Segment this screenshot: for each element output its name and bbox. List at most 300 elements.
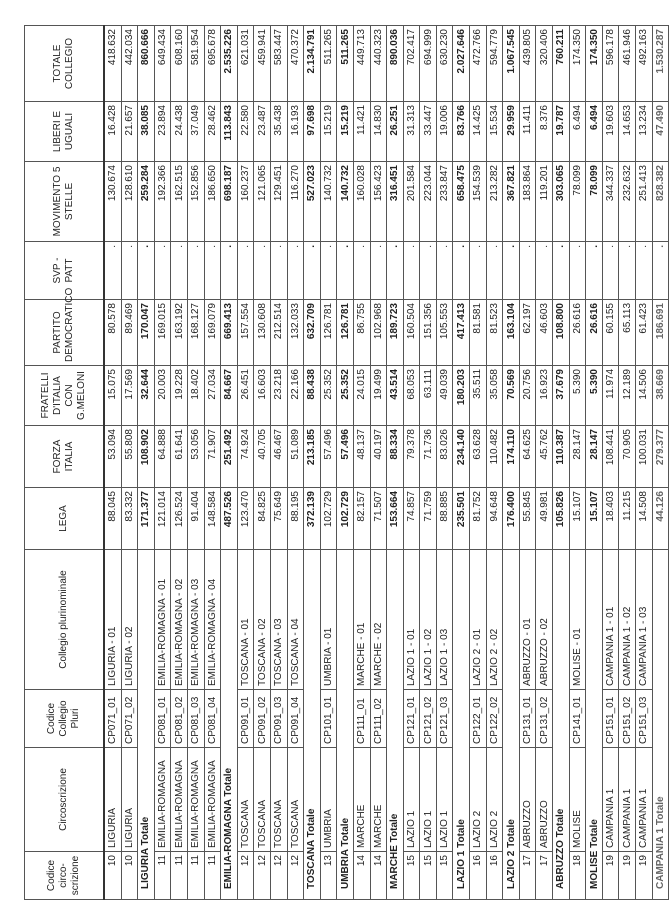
cell-partito-democratico: 169.079: [204, 300, 221, 366]
table-row: [519, 26, 536, 900]
table-row: [636, 26, 653, 900]
cell-partito-democratico: 81.581: [470, 300, 487, 366]
cell-partito-democratico: 130.608: [254, 300, 271, 366]
cell-forza-italia: 51.089: [287, 426, 304, 488]
cell-movimento-5-stelle: 154.539: [470, 162, 487, 242]
cell-liberi-uguali: 26.251: [387, 102, 404, 162]
cell-fratelli-italia: 70.569: [503, 366, 520, 426]
total-row: [387, 26, 404, 900]
cell-svp-patt: .: [337, 242, 354, 300]
cell-forza-italia: 108.441: [602, 426, 619, 488]
cell-total-label: CAMPANIA 1 Totale: [652, 550, 669, 900]
total-row: [337, 26, 354, 900]
cell-totale-collegio: 596.178: [602, 26, 619, 102]
cell-total-label: MOLISE Totale: [586, 550, 603, 900]
cell-circoscrizione: LAZIO 1: [436, 748, 453, 852]
table-row: [536, 26, 553, 900]
cell-movimento-5-stelle: 232.632: [619, 162, 636, 242]
cell-forza-italia: 45.762: [536, 426, 553, 488]
cell-codice-collegio: CP081_03: [187, 690, 204, 748]
cell-movimento-5-stelle: 160.028: [353, 162, 370, 242]
cell-totale-collegio: 418.632: [104, 26, 121, 102]
cell-movimento-5-stelle: 119.201: [536, 162, 553, 242]
table-row: [154, 26, 171, 900]
cell-forza-italia: 46.467: [270, 426, 287, 488]
table-row: [370, 26, 387, 900]
header-codice-circoscrizione: Codice circo-scrizione: [25, 852, 105, 900]
cell-totale-collegio: 511.265: [320, 26, 337, 102]
cell-circoscrizione: TOSCANA: [287, 748, 304, 852]
cell-forza-italia: 63.628: [470, 426, 487, 488]
cell-lega: 11.215: [619, 488, 636, 550]
cell-liberi-uguali: 38.085: [138, 102, 155, 162]
cell-forza-italia: 28.147: [586, 426, 603, 488]
header-svp-patt: SVP - PATT: [25, 242, 105, 300]
cell-svp-patt: .: [486, 242, 503, 300]
total-row: [503, 26, 520, 900]
cell-totale-collegio: 449.713: [353, 26, 370, 102]
cell-fratelli-italia: 35.058: [486, 366, 503, 426]
cell-codice-collegio: CP101_01: [320, 690, 337, 748]
cell-totale-collegio: 2.134.791: [304, 26, 321, 102]
cell-lega: 148.584: [204, 488, 221, 550]
cell-fratelli-italia: 68.053: [403, 366, 420, 426]
header-codice-collegio: Codice Collegio Pluri: [25, 690, 105, 748]
table-row: [104, 26, 121, 900]
results-body: [104, 26, 669, 900]
cell-lega: 82.157: [353, 488, 370, 550]
cell-circoscrizione: CAMPANIA 1: [636, 748, 653, 852]
cell-codice-collegio: CP151_03: [636, 690, 653, 748]
cell-circoscrizione: MOLISE: [569, 748, 586, 852]
cell-totale-collegio: 608.160: [171, 26, 188, 102]
cell-fratelli-italia: 16.923: [536, 366, 553, 426]
table-row: [569, 26, 586, 900]
results-table: [24, 25, 669, 900]
header-movimento-5-stelle: MOVIMENTO 5 STELLE: [25, 162, 105, 242]
cell-codice-collegio: CP151_02: [619, 690, 636, 748]
cell-forza-italia: 53.056: [187, 426, 204, 488]
cell-partito-democratico: 65.113: [619, 300, 636, 366]
cell-svp-patt: .: [553, 242, 570, 300]
cell-collegio-plurinominale: CAMPANIA 1 - 02: [619, 550, 636, 690]
cell-partito-democratico: 60.155: [602, 300, 619, 366]
cell-liberi-uguali: 19.787: [553, 102, 570, 162]
cell-codice-collegio: CP151_01: [602, 690, 619, 748]
cell-lega: 15.107: [569, 488, 586, 550]
cell-fratelli-italia: 84.667: [221, 366, 238, 426]
table-row: [486, 26, 503, 900]
cell-collegio-plurinominale: LAZIO 2 - 01: [470, 550, 487, 690]
cell-liberi-uguali: 15.219: [337, 102, 354, 162]
cell-liberi-uguali: 37.049: [187, 102, 204, 162]
cell-liberi-uguali: 31.313: [403, 102, 420, 162]
cell-fratelli-italia: 27.034: [204, 366, 221, 426]
cell-fratelli-italia: 5.390: [569, 366, 586, 426]
cell-codice-circoscrizione: 18: [569, 852, 586, 900]
cell-lega: 88.885: [436, 488, 453, 550]
cell-codice-circoscrizione: 19: [619, 852, 636, 900]
cell-lega: 55.845: [519, 488, 536, 550]
cell-partito-democratico: 189.723: [387, 300, 404, 366]
cell-svp-patt: .: [254, 242, 271, 300]
cell-liberi-uguali: 23.487: [254, 102, 271, 162]
cell-collegio-plurinominale: ABRUZZO - 02: [536, 550, 553, 690]
cell-fratelli-italia: 16.603: [254, 366, 271, 426]
cell-codice-collegio: CP131_02: [536, 690, 553, 748]
header-collegio-plurinominale: Collegio plurinominale: [25, 550, 105, 690]
cell-movimento-5-stelle: 223.044: [420, 162, 437, 242]
cell-forza-italia: 100.031: [636, 426, 653, 488]
cell-circoscrizione: TOSCANA: [237, 748, 254, 852]
cell-totale-collegio: 470.372: [287, 26, 304, 102]
cell-totale-collegio: 174.350: [586, 26, 603, 102]
cell-total-label: TOSCANA Totale: [304, 550, 321, 900]
cell-lega: 74.857: [403, 488, 420, 550]
cell-liberi-uguali: 11.411: [519, 102, 536, 162]
cell-svp-patt: .: [204, 242, 221, 300]
cell-movimento-5-stelle: 128.610: [121, 162, 138, 242]
cell-movimento-5-stelle: 140.732: [320, 162, 337, 242]
cell-movimento-5-stelle: 186.650: [204, 162, 221, 242]
cell-codice-circoscrizione: 12: [254, 852, 271, 900]
cell-lega: 171.377: [138, 488, 155, 550]
cell-liberi-uguali: 22.580: [237, 102, 254, 162]
cell-fratelli-italia: 25.352: [337, 366, 354, 426]
cell-svp-patt: .: [237, 242, 254, 300]
cell-svp-patt: .: [320, 242, 337, 300]
cell-circoscrizione: ABRUZZO: [519, 748, 536, 852]
cell-lega: 235.501: [453, 488, 470, 550]
cell-forza-italia: 64.888: [154, 426, 171, 488]
cell-totale-collegio: 694.999: [420, 26, 437, 102]
cell-liberi-uguali: 23.894: [154, 102, 171, 162]
cell-forza-italia: 88.334: [387, 426, 404, 488]
cell-svp-patt: .: [503, 242, 520, 300]
cell-forza-italia: 234.140: [453, 426, 470, 488]
total-row: [221, 26, 238, 900]
cell-movimento-5-stelle: 527.023: [304, 162, 321, 242]
cell-liberi-uguali: 35.438: [270, 102, 287, 162]
cell-fratelli-italia: 180.203: [453, 366, 470, 426]
cell-forza-italia: 64.625: [519, 426, 536, 488]
cell-movimento-5-stelle: 367.821: [503, 162, 520, 242]
cell-svp-patt: .: [453, 242, 470, 300]
cell-codice-circoscrizione: 10: [121, 852, 138, 900]
cell-circoscrizione: LIGURIA: [104, 748, 121, 852]
cell-partito-democratico: 26.616: [569, 300, 586, 366]
cell-fratelli-italia: 43.514: [387, 366, 404, 426]
cell-codice-circoscrizione: 15: [420, 852, 437, 900]
table-row: [237, 26, 254, 900]
cell-collegio-plurinominale: LAZIO 1 - 02: [420, 550, 437, 690]
cell-circoscrizione: UMBRIA: [320, 748, 337, 852]
cell-codice-collegio: CP122_01: [470, 690, 487, 748]
table-row: [353, 26, 370, 900]
cell-forza-italia: 57.496: [320, 426, 337, 488]
cell-liberi-uguali: 15.219: [320, 102, 337, 162]
cell-liberi-uguali: 14.425: [470, 102, 487, 162]
cell-liberi-uguali: 6.494: [586, 102, 603, 162]
cell-movimento-5-stelle: 140.732: [337, 162, 354, 242]
cell-partito-democratico: 151.356: [420, 300, 437, 366]
cell-circoscrizione: CAMPANIA 1: [619, 748, 636, 852]
cell-circoscrizione: CAMPANIA 1: [602, 748, 619, 852]
cell-movimento-5-stelle: 201.584: [403, 162, 420, 242]
cell-fratelli-italia: 23.218: [270, 366, 287, 426]
cell-totale-collegio: 2.535.226: [221, 26, 238, 102]
header-circoscrizione: Circoscrizione: [25, 748, 105, 852]
cell-liberi-uguali: 15.534: [486, 102, 503, 162]
cell-svp-patt: .: [121, 242, 138, 300]
cell-partito-democratico: 163.104: [503, 300, 520, 366]
cell-fratelli-italia: 20.756: [519, 366, 536, 426]
cell-codice-circoscrizione: 14: [370, 852, 387, 900]
cell-partito-democratico: 157.554: [237, 300, 254, 366]
cell-svp-patt: .: [304, 242, 321, 300]
cell-movimento-5-stelle: 251.413: [636, 162, 653, 242]
cell-collegio-plurinominale: LIGURIA - 01: [104, 550, 121, 690]
cell-svp-patt: .: [221, 242, 238, 300]
table-row: [602, 26, 619, 900]
cell-circoscrizione: LAZIO 2: [470, 748, 487, 852]
cell-partito-democratico: 61.423: [636, 300, 653, 366]
cell-lega: 102.729: [320, 488, 337, 550]
cell-movimento-5-stelle: 116.270: [287, 162, 304, 242]
cell-svp-patt: .: [652, 242, 669, 300]
cell-fratelli-italia: 32.644: [138, 366, 155, 426]
cell-fratelli-italia: 17.569: [121, 366, 138, 426]
cell-circoscrizione: LAZIO 2: [486, 748, 503, 852]
header-totale-collegio: TOTALE COLLEGIO: [25, 26, 105, 102]
cell-fratelli-italia: 18.402: [187, 366, 204, 426]
cell-lega: 81.752: [470, 488, 487, 550]
cell-lega: 126.524: [171, 488, 188, 550]
cell-movimento-5-stelle: 152.856: [187, 162, 204, 242]
cell-partito-democratico: 102.968: [370, 300, 387, 366]
cell-svp-patt: .: [636, 242, 653, 300]
cell-liberi-uguali: 8.376: [536, 102, 553, 162]
cell-lega: 372.139: [304, 488, 321, 550]
cell-lega: 71.759: [420, 488, 437, 550]
table-row: [270, 26, 287, 900]
cell-liberi-uguali: 14.653: [619, 102, 636, 162]
cell-codice-collegio: CP131_01: [519, 690, 536, 748]
cell-totale-collegio: 760.211: [553, 26, 570, 102]
cell-circoscrizione: TOSCANA: [254, 748, 271, 852]
cell-svp-patt: .: [619, 242, 636, 300]
cell-totale-collegio: 1.067.545: [503, 26, 520, 102]
cell-lega: 83.332: [121, 488, 138, 550]
header-partito-democratico: PARTITO DEMOCRATICO: [25, 300, 105, 366]
cell-svp-patt: .: [403, 242, 420, 300]
header-lega: LEGA: [25, 488, 105, 550]
cell-partito-democratico: 26.616: [586, 300, 603, 366]
cell-circoscrizione: EMILIA-ROMAGNA: [187, 748, 204, 852]
cell-codice-circoscrizione: 17: [519, 852, 536, 900]
cell-forza-italia: 61.641: [171, 426, 188, 488]
cell-lega: 71.507: [370, 488, 387, 550]
cell-forza-italia: 48.137: [353, 426, 370, 488]
cell-fratelli-italia: 35.511: [470, 366, 487, 426]
cell-codice-circoscrizione: 15: [436, 852, 453, 900]
cell-forza-italia: 70.905: [619, 426, 636, 488]
cell-movimento-5-stelle: 129.451: [270, 162, 287, 242]
cell-collegio-plurinominale: LAZIO 2 - 02: [486, 550, 503, 690]
cell-lega: 487.526: [221, 488, 238, 550]
cell-liberi-uguali: 113.843: [221, 102, 238, 162]
cell-movimento-5-stelle: 78.099: [586, 162, 603, 242]
cell-svp-patt: .: [187, 242, 204, 300]
cell-totale-collegio: 320.406: [536, 26, 553, 102]
table-row: [121, 26, 138, 900]
cell-partito-democratico: 62.197: [519, 300, 536, 366]
cell-totale-collegio: 630.230: [436, 26, 453, 102]
cell-total-label: UMBRIA Totale: [337, 550, 354, 900]
cell-forza-italia: 53.094: [104, 426, 121, 488]
cell-collegio-plurinominale: CAMPANIA 1 - 01: [602, 550, 619, 690]
cell-totale-collegio: 581.954: [187, 26, 204, 102]
cell-forza-italia: 110.387: [553, 426, 570, 488]
table-row: [420, 26, 437, 900]
cell-lega: 176.400: [503, 488, 520, 550]
cell-movimento-5-stelle: 183.864: [519, 162, 536, 242]
cell-forza-italia: 251.492: [221, 426, 238, 488]
cell-movimento-5-stelle: 698.187: [221, 162, 238, 242]
cell-partito-democratico: 81.523: [486, 300, 503, 366]
cell-forza-italia: 279.377: [652, 426, 669, 488]
cell-lega: 15.107: [586, 488, 603, 550]
table-row: [403, 26, 420, 900]
cell-forza-italia: 213.185: [304, 426, 321, 488]
cell-fratelli-italia: 15.075: [104, 366, 121, 426]
cell-codice-circoscrizione: 16: [486, 852, 503, 900]
cell-collegio-plurinominale: MARCHE - 02: [370, 550, 387, 690]
cell-lega: 44.126: [652, 488, 669, 550]
cell-codice-collegio: CP081_01: [154, 690, 171, 748]
cell-codice-circoscrizione: 17: [536, 852, 553, 900]
cell-circoscrizione: LAZIO 1: [403, 748, 420, 852]
table-row: [470, 26, 487, 900]
header-liberi-uguali: LIBERI E UGUALI: [25, 102, 105, 162]
cell-codice-collegio: CP121_03: [436, 690, 453, 748]
table-row: [254, 26, 271, 900]
cell-partito-democratico: 169.015: [154, 300, 171, 366]
cell-svp-patt: .: [519, 242, 536, 300]
cell-codice-collegio: CP091_04: [287, 690, 304, 748]
cell-partito-democratico: 160.504: [403, 300, 420, 366]
cell-movimento-5-stelle: 303.065: [553, 162, 570, 242]
cell-forza-italia: 110.482: [486, 426, 503, 488]
cell-svp-patt: .: [138, 242, 155, 300]
cell-forza-italia: 40.197: [370, 426, 387, 488]
cell-liberi-uguali: 24.438: [171, 102, 188, 162]
cell-partito-democratico: 417.413: [453, 300, 470, 366]
cell-partito-democratico: 80.578: [104, 300, 121, 366]
cell-forza-italia: 74.924: [237, 426, 254, 488]
table-row: [619, 26, 636, 900]
cell-forza-italia: 79.378: [403, 426, 420, 488]
cell-totale-collegio: 890.036: [387, 26, 404, 102]
cell-liberi-uguali: 33.447: [420, 102, 437, 162]
cell-partito-democratico: 86.755: [353, 300, 370, 366]
cell-forza-italia: 71.736: [420, 426, 437, 488]
cell-circoscrizione: EMILIA-ROMAGNA: [154, 748, 171, 852]
cell-partito-democratico: 186.691: [652, 300, 669, 366]
cell-collegio-plurinominale: TOSCANA - 04: [287, 550, 304, 690]
cell-collegio-plurinominale: CAMPANIA 1 - 03: [636, 550, 653, 690]
cell-total-label: EMILIA-ROMAGNA Totale: [221, 550, 238, 900]
cell-svp-patt: .: [387, 242, 404, 300]
cell-lega: 91.404: [187, 488, 204, 550]
cell-lega: 84.825: [254, 488, 271, 550]
cell-total-label: MARCHE Totale: [387, 550, 404, 900]
cell-collegio-plurinominale: EMILIA-ROMAGNA - 01: [154, 550, 171, 690]
cell-total-label: LIGURIA Totale: [138, 550, 155, 900]
table-row: [436, 26, 453, 900]
cell-fratelli-italia: 49.039: [436, 366, 453, 426]
results-sheet: [24, 26, 666, 900]
cell-collegio-plurinominale: LAZIO 1 - 01: [403, 550, 420, 690]
cell-lega: 102.729: [337, 488, 354, 550]
cell-totale-collegio: 472.766: [470, 26, 487, 102]
cell-fratelli-italia: 26.451: [237, 366, 254, 426]
cell-liberi-uguali: 47.490: [652, 102, 669, 162]
cell-lega: 123.470: [237, 488, 254, 550]
cell-liberi-uguali: 29.959: [503, 102, 520, 162]
cell-forza-italia: 71.907: [204, 426, 221, 488]
cell-lega: 88.045: [104, 488, 121, 550]
total-row: [652, 26, 669, 900]
cell-codice-collegio: CP081_02: [171, 690, 188, 748]
cell-svp-patt: .: [569, 242, 586, 300]
cell-partito-democratico: 170.047: [138, 300, 155, 366]
cell-liberi-uguali: 21.657: [121, 102, 138, 162]
cell-codice-circoscrizione: 19: [602, 852, 619, 900]
cell-circoscrizione: MARCHE: [353, 748, 370, 852]
cell-liberi-uguali: 97.698: [304, 102, 321, 162]
cell-liberi-uguali: 28.462: [204, 102, 221, 162]
cell-svp-patt: .: [586, 242, 603, 300]
cell-svp-patt: .: [370, 242, 387, 300]
cell-collegio-plurinominale: EMILIA-ROMAGNA - 02: [171, 550, 188, 690]
cell-collegio-plurinominale: TOSCANA - 03: [270, 550, 287, 690]
cell-codice-collegio: CP091_03: [270, 690, 287, 748]
cell-codice-circoscrizione: 10: [104, 852, 121, 900]
cell-total-label: ABRUZZO Totale: [553, 550, 570, 900]
cell-forza-italia: 28.147: [569, 426, 586, 488]
cell-circoscrizione: EMILIA-ROMAGNA: [171, 748, 188, 852]
cell-collegio-plurinominale: EMILIA-ROMAGNA - 03: [187, 550, 204, 690]
cell-totale-collegio: 860.666: [138, 26, 155, 102]
total-row: [553, 26, 570, 900]
cell-fratelli-italia: 11.974: [602, 366, 619, 426]
cell-circoscrizione: LAZIO 1: [420, 748, 437, 852]
cell-movimento-5-stelle: 130.674: [104, 162, 121, 242]
cell-lega: 14.508: [636, 488, 653, 550]
cell-partito-democratico: 163.192: [171, 300, 188, 366]
header-row: [25, 26, 105, 900]
cell-forza-italia: 57.496: [337, 426, 354, 488]
cell-codice-circoscrizione: 14: [353, 852, 370, 900]
cell-partito-democratico: 108.800: [553, 300, 570, 366]
cell-fratelli-italia: 88.438: [304, 366, 321, 426]
cell-svp-patt: .: [420, 242, 437, 300]
cell-fratelli-italia: 14.506: [636, 366, 653, 426]
total-row: [453, 26, 470, 900]
cell-lega: 18.403: [602, 488, 619, 550]
cell-movimento-5-stelle: 156.423: [370, 162, 387, 242]
